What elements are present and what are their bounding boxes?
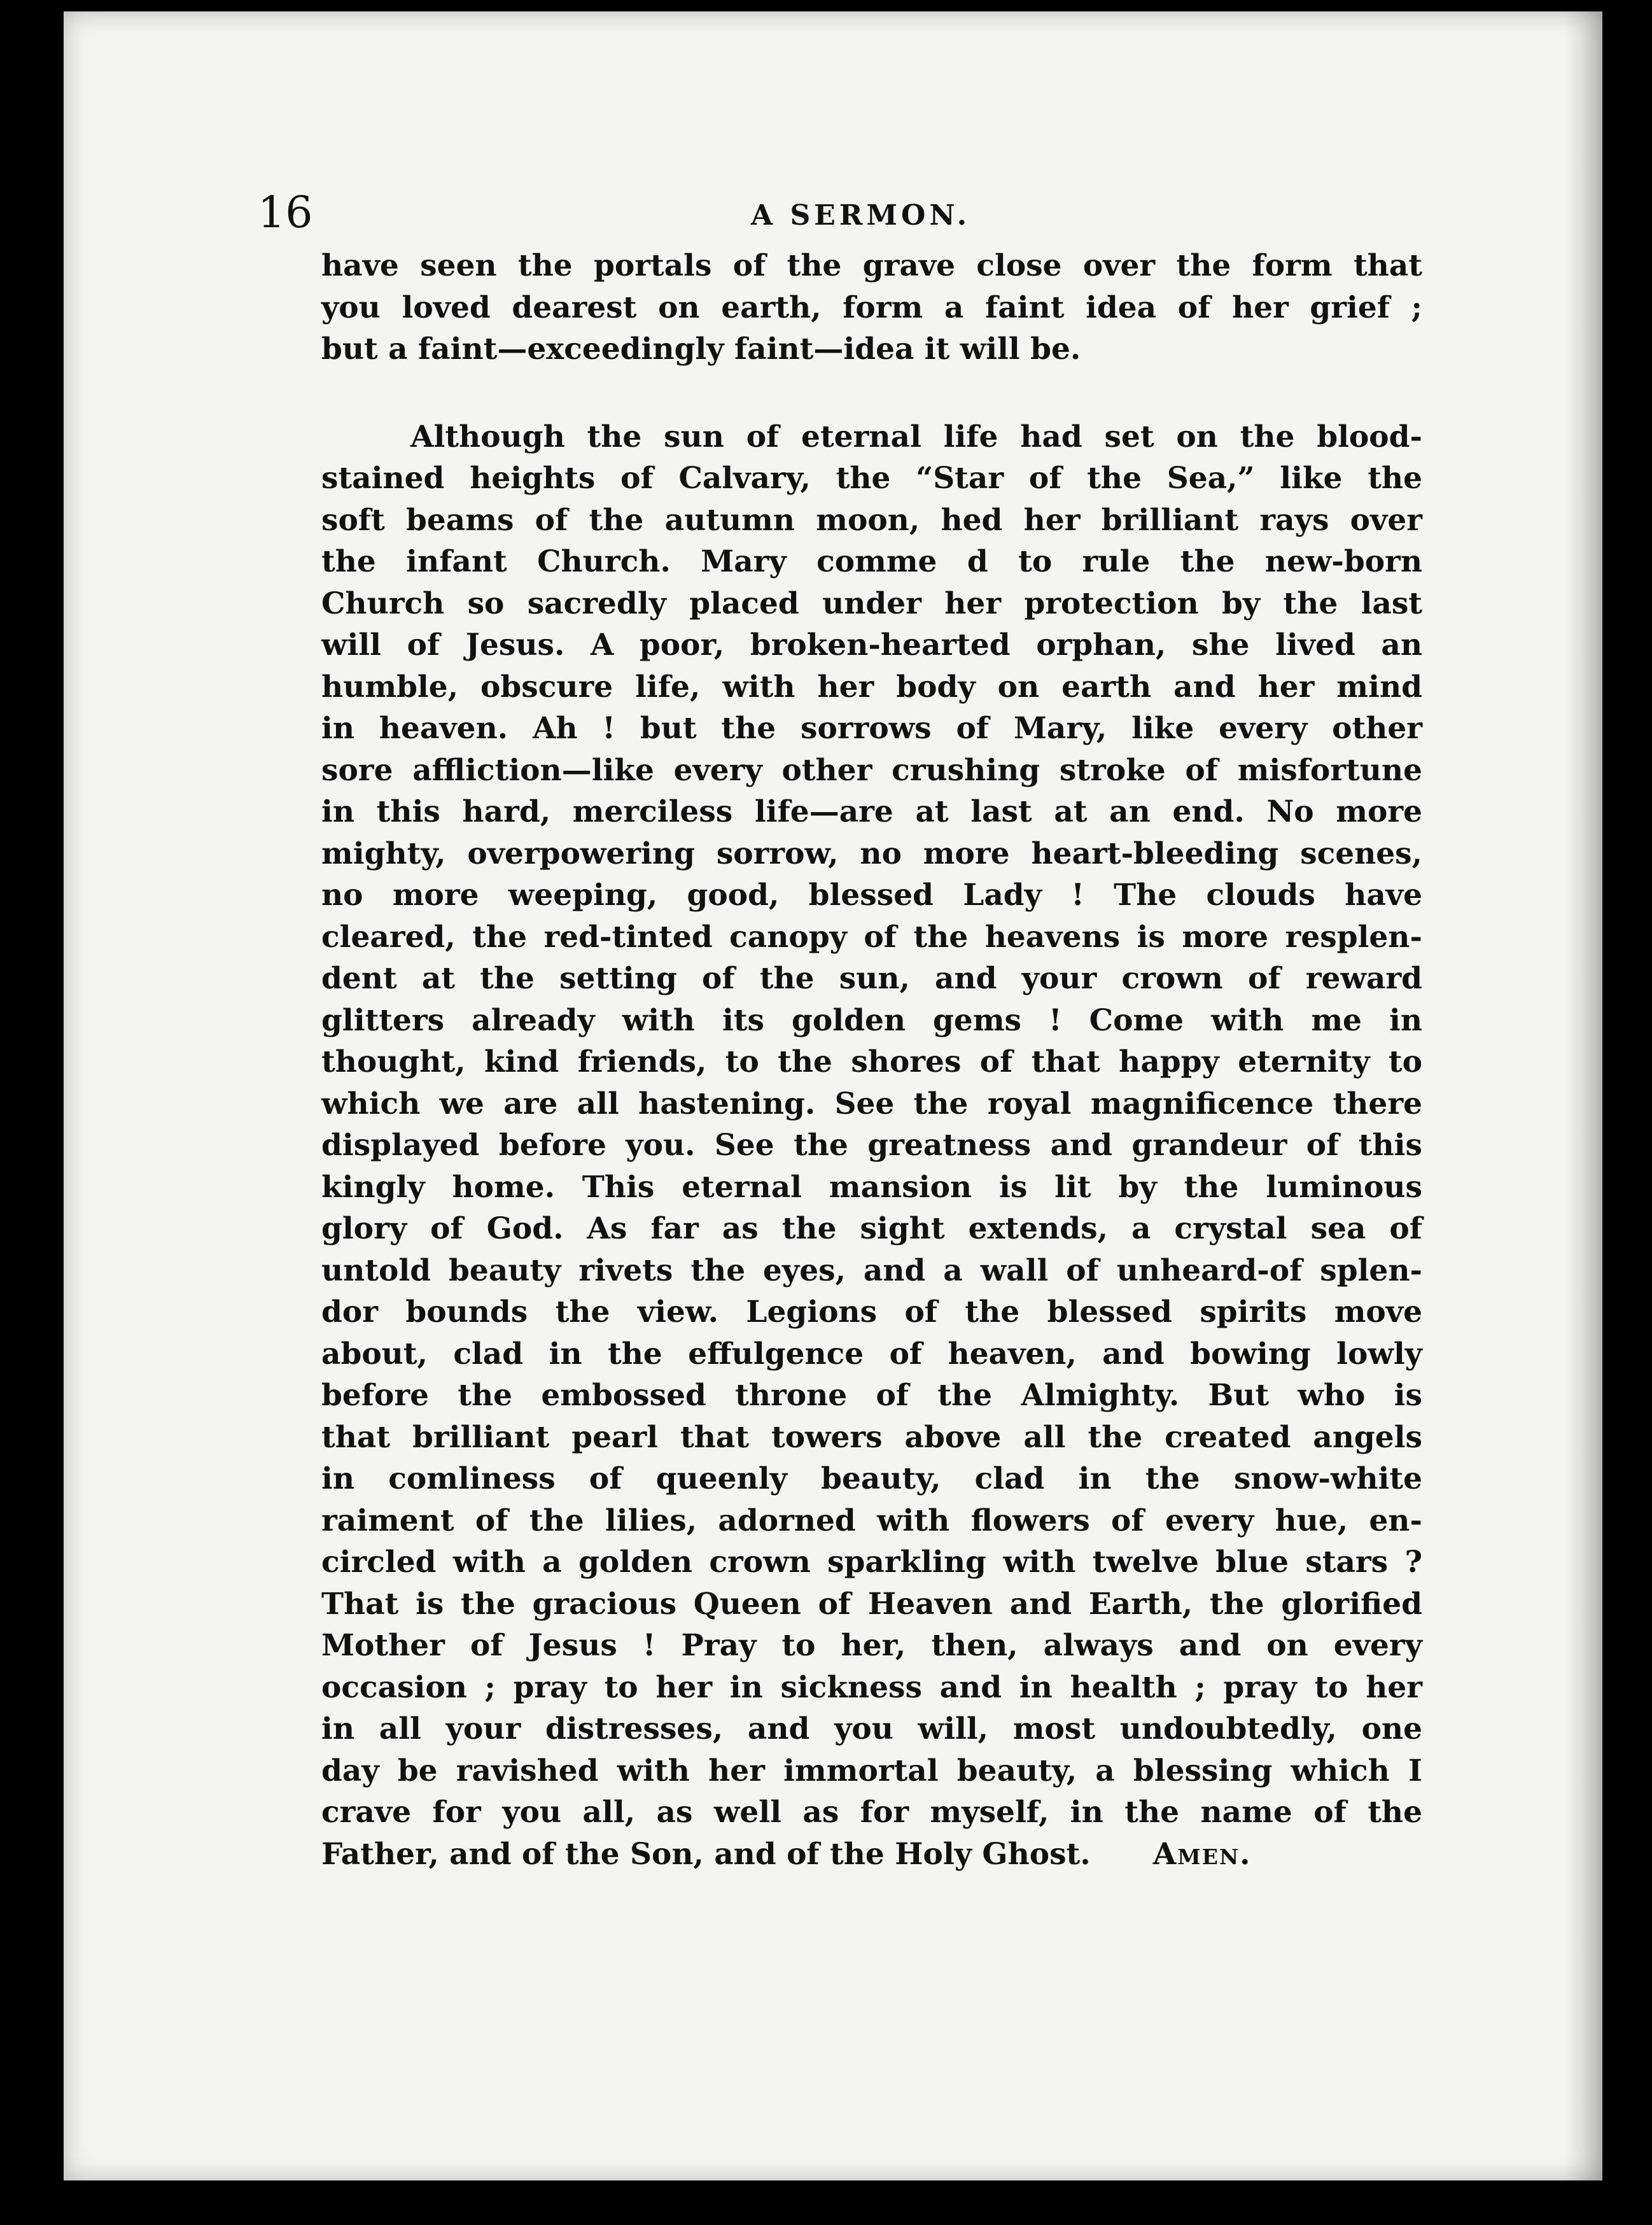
text-line: in heaven. Ah ! but the sorrows of Mary, like every other xyxy=(321,711,1422,746)
text-line: glory of God. As far as the sight extends, a crystal sea of xyxy=(321,1211,1422,1246)
text-line: mighty, overpowering sorrow, no more heart-bleeding scenes, xyxy=(321,836,1422,871)
page-header xyxy=(258,181,1403,245)
text-line: which we are all hastening. See the royal magnificence there xyxy=(321,1086,1422,1121)
text-line: dent at the setting of the sun, and your crown of reward xyxy=(321,961,1422,996)
text-line: That is the gracious Queen of Heaven and Earth, the glorified xyxy=(321,1586,1422,1622)
paragraph-2 xyxy=(321,416,1422,1876)
text-line: raiment of the lilies, adorned with flowers of every hue, en- xyxy=(321,1503,1422,1538)
text-line: you loved dearest on earth, form a faint idea of her grief ; xyxy=(321,290,1422,325)
closing-amen: Amen. xyxy=(1152,1836,1252,1872)
text-line: Although the sun of eternal life had set on the blood- xyxy=(410,419,1422,454)
text-line: have seen the portals of the grave close over the form that xyxy=(321,248,1422,283)
text-line: glitters already with its golden gems ! Come with me in xyxy=(321,1002,1422,1038)
text-line: crave for you all, as well as for myself, in the name of the xyxy=(321,1795,1422,1830)
final-line-text: Father, and of the Son, and of the Holy Ghost. xyxy=(321,1836,1091,1872)
text-line: thought, kind friends, to the shores of that happy eternity to xyxy=(321,1044,1422,1079)
paragraph-1 xyxy=(321,245,1422,370)
text-line: in this hard, merciless life—are at last at an end. No more xyxy=(321,794,1422,829)
text-line: displayed before you. See the greatness and grandeur of this xyxy=(321,1128,1422,1163)
text-line: soft beams of the autumn moon, hed her brilliant rays over xyxy=(321,502,1422,538)
paragraph-gap xyxy=(321,370,1422,416)
text-line-final xyxy=(321,1834,1422,1876)
text-line: about, clad in the effulgence of heaven, and bowing lowly xyxy=(321,1336,1422,1372)
text-line: humble, obscure life, with her body on earth and her mind xyxy=(321,669,1422,705)
text-line: stained heights of Calvary, the “Star of the Sea,” like the xyxy=(321,461,1422,496)
text-line: in comliness of queenly beauty, clad in the snow-white xyxy=(321,1461,1422,1496)
text-line: but a faint—exceedingly faint—idea it will be. xyxy=(321,332,1081,367)
text-line: circled with a golden crown sparkling with twelve blue stars ? xyxy=(321,1545,1422,1580)
text-line: dor bounds the view. Legions of the blessed spirits move xyxy=(321,1295,1422,1330)
page-number: 16 xyxy=(258,188,313,238)
text-line: no more weeping, good, blessed Lady ! The clouds have xyxy=(321,878,1422,913)
text-line: that brilliant pearl that towers above all the created angels xyxy=(321,1419,1422,1455)
text-line: in all your distresses, and you will, most undoubtedly, one xyxy=(321,1711,1422,1746)
text-line: will of Jesus. A poor, broken-hearted orphan, she lived an xyxy=(321,628,1422,663)
text-line: untold beauty rivets the eyes, and a wall of unheard-of splen- xyxy=(321,1253,1422,1288)
text-line: occasion ; pray to her in sickness and in health ; pray to her xyxy=(321,1669,1422,1705)
text-line: sore affliction—like every other crushing stroke of misfortune xyxy=(321,752,1422,788)
running-head: A SERMON. xyxy=(751,199,971,232)
text-line: day be ravished with her immortal beauty, a blessing which I xyxy=(321,1753,1422,1788)
text-line: kingly home. This eternal mansion is lit by the luminous xyxy=(321,1169,1422,1205)
text-line: Mother of Jesus ! Pray to her, then, always and on every xyxy=(321,1628,1422,1663)
text-line: before the embossed throne of the Almighty. But who is xyxy=(321,1378,1422,1413)
text-line: the infant Church. Mary comme d to rule the new-born xyxy=(321,544,1422,579)
text-line: cleared, the red-tinted canopy of the heavens is more resplen- xyxy=(321,919,1422,955)
text-line: Church so sacredly placed under her protection by the last xyxy=(321,586,1422,621)
sermon-body xyxy=(321,245,1422,1875)
